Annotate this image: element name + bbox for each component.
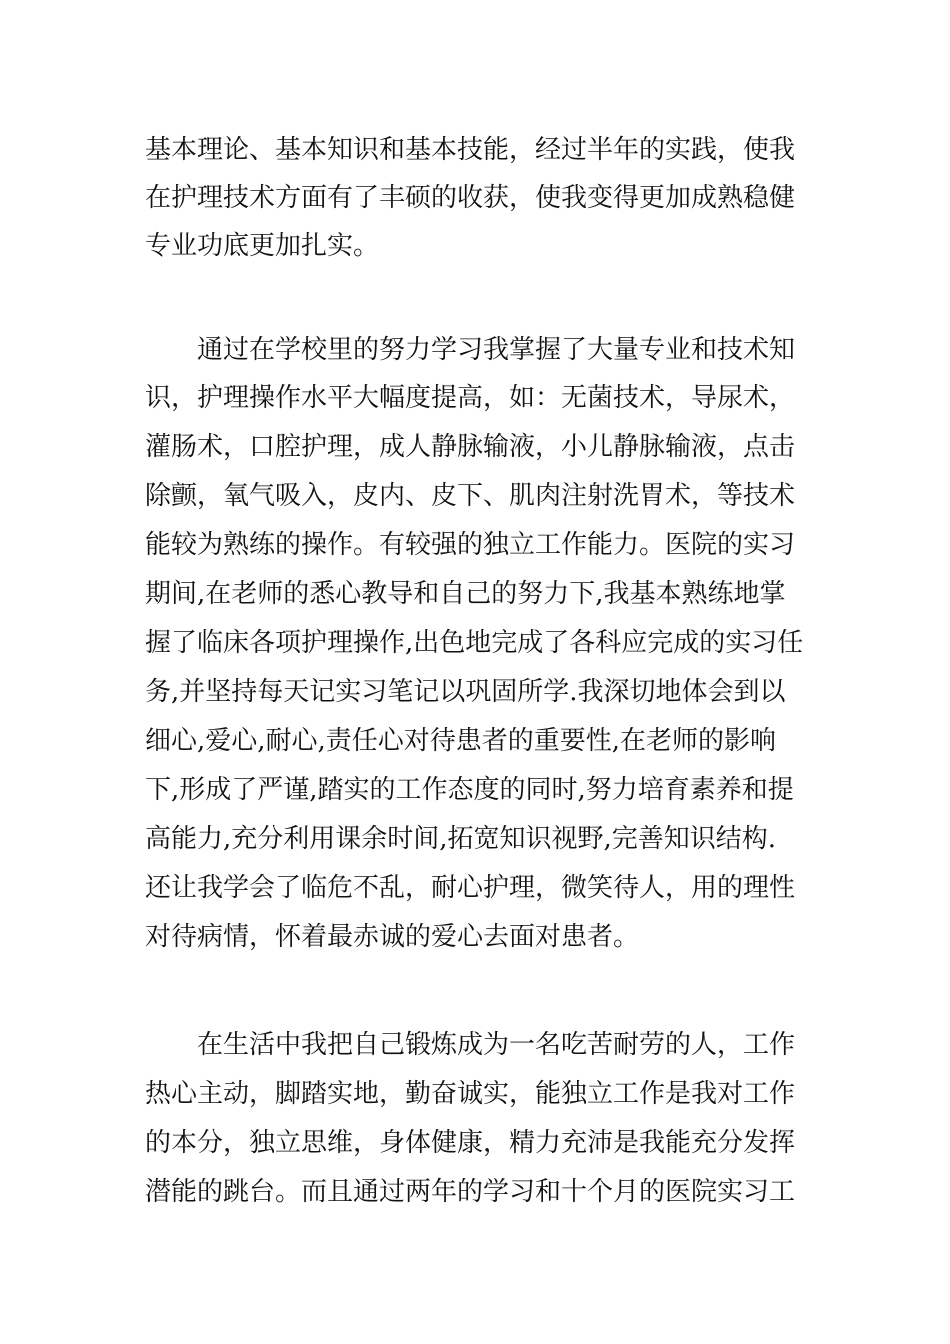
paragraph-line: 务,并坚持每天记实习笔记以巩固所学.我深切地体会到以 <box>145 677 786 707</box>
paragraph-line: 灌肠术，口腔护理，成人静脉输液，小儿静脉输液，点击 <box>145 432 796 462</box>
paragraph-line: 通过在学校里的努力学习我掌握了大量专业和技术知 <box>197 335 796 365</box>
paragraph-line: 期间,在老师的悉心教导和自己的努力下,我基本熟练地掌 <box>145 579 786 609</box>
paragraph-line: 基本理论、基本知识和基本技能，经过半年的实践，使我 <box>145 135 796 165</box>
paragraph-line: 还让我学会了临危不乱，耐心护理，微笑待人，用的理性 <box>145 873 796 903</box>
paragraph-line: 除颤，氧气吸入，皮内、皮下、肌肉注射洗胃术，等技术 <box>145 481 796 511</box>
paragraph-line: 热心主动，脚踏实地，勤奋诚实，能独立工作是我对工作 <box>145 1079 796 1109</box>
paragraph-line: 能较为熟练的操作。有较强的独立工作能力。医院的实习 <box>145 530 796 560</box>
paragraph-line: 潜能的跳台。而且通过两年的学习和十个月的医院实习工 <box>145 1177 796 1207</box>
paragraph-line: 细心,爱心,耐心,责任心对待患者的重要性,在老师的影响 <box>145 726 777 756</box>
paragraph-line: 在生活中我把自己锻炼成为一名吃苦耐劳的人，工作 <box>197 1030 796 1060</box>
paragraph-line: 在护理技术方面有了丰硕的收获，使我变得更加成熟稳健 <box>145 183 796 213</box>
paragraph-line: 下,形成了严谨,踏实的工作态度的同时,努力培育素养和提 <box>145 775 794 805</box>
paragraph-line: 对待病情，怀着最赤诚的爱心去面对患者。 <box>145 922 640 952</box>
paragraph-line: 高能力,充分利用课余时间,拓宽知识视野,完善知识结构. <box>145 824 777 854</box>
paragraph-line: 识，护理操作水平大幅度提高，如：无菌技术，导尿术， <box>145 383 796 413</box>
paragraph-line: 专业功底更加扎实。 <box>145 231 380 261</box>
paragraph-line: 的本分，独立思维，身体健康，精力充沛是我能充分发挥 <box>145 1128 796 1158</box>
paragraph-line: 握了临床各项护理操作,出色地完成了各科应完成的实习任 <box>145 628 804 658</box>
